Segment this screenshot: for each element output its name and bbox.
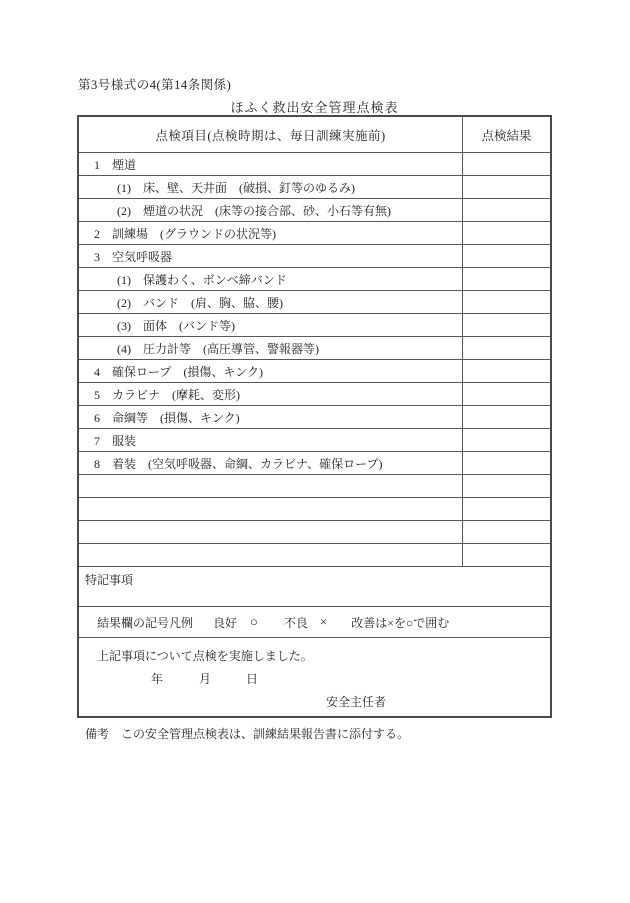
inspection-row [79,153,550,176]
item-text: (3) 面体 (バンド等) [79,314,463,336]
result-cell [463,498,550,520]
inspection-row [79,360,550,383]
inspection-row [79,222,550,245]
result-cell [463,383,550,405]
inspection-table [77,115,552,718]
year-label: 年 [151,672,164,686]
legend-prefix: 結果欄の記号凡例 [97,615,194,630]
item-text: (2) バンド (肩、胸、脇、腰) [79,291,463,313]
result-cell [463,544,550,566]
result-cell [463,291,550,313]
result-cell [463,406,550,428]
inspection-row [79,429,550,452]
inspection-row-empty [79,521,550,544]
form-title: ほふく救出安全管理点検表 [230,100,399,115]
legend-good-label: 良好 [213,615,238,630]
form-number: 第3号様式の4(第14条関係) [78,78,232,92]
item-text [79,498,463,520]
inspection-row-empty [79,475,550,498]
item-text: (2) 煙道の状況 (床等の接合部、砂、小石等有無) [79,199,463,221]
item-text: (1) 保護わく、ボンベ締バンド [79,268,463,290]
item-text: 7 服装 [79,429,463,451]
legend-bad-label: 不良 [283,615,308,630]
legend-improve-note: 改善は×を○で囲む [351,615,450,630]
declaration-statement: 上記事項について点検を実施しました。 [97,649,313,663]
inspection-row [79,383,550,406]
result-cell [463,429,550,451]
item-text: 6 命綱等 (損傷、キンク) [79,406,463,428]
item-text: 4 確保ロープ (損傷、キンク) [79,360,463,382]
item-text: (4) 圧力計等 (高圧導管、警報器等) [79,337,463,359]
result-cell [463,452,550,474]
item-text: 1 煙道 [79,153,463,175]
declaration-section [79,638,550,716]
result-cell [463,199,550,221]
result-cell [463,360,550,382]
result-cell [463,245,550,267]
inspection-row-empty [79,544,550,567]
inspection-row [79,452,550,475]
inspection-row-empty [79,498,550,521]
legend-good-symbol: ○ [250,614,258,629]
item-text: (1) 床、壁、天井面 (破損、釘等のゆるみ) [79,176,463,198]
special-notes-label: 特記事項 [85,573,134,587]
inspection-row [79,406,550,429]
result-cell [463,475,550,497]
special-notes-section [79,567,550,607]
result-cell [463,314,550,336]
inspection-row [79,314,550,337]
result-cell [463,222,550,244]
item-text [79,475,463,497]
date-line [79,667,550,690]
inspection-row [79,199,550,222]
day-label: 日 [246,672,259,686]
inspection-row [79,268,550,291]
item-text: 8 着装 (空気呼吸器、命綱、カラビナ、確保ロープ) [79,452,463,474]
signer-label: 安全主任者 [326,695,387,709]
inspection-row [79,337,550,360]
item-text: 3 空気呼吸器 [79,245,463,267]
item-text: 2 訓練場 (グラウンドの状況等) [79,222,463,244]
item-text: 5 カラビナ (摩耗、変形) [79,383,463,405]
result-cell [463,337,550,359]
table-header-row [79,117,550,153]
month-label: 月 [199,672,212,686]
result-header-cell: 点検結果 [481,128,532,143]
result-cell [463,268,550,290]
item-text [79,544,463,566]
result-cell [463,153,550,175]
legend-bad-symbol: × [319,614,328,629]
result-cell [463,521,550,543]
footnote: 備考 この安全管理点検表は、訓練結果報告書に添付する。 [85,727,410,741]
items-header-cell: 点検項目(点検時期は、毎日訓練実施前) [79,117,463,152]
result-cell [463,176,550,198]
legend-row [79,607,550,638]
inspection-row [79,176,550,199]
inspection-row [79,291,550,314]
inspection-row [79,245,550,268]
item-text [79,521,463,543]
